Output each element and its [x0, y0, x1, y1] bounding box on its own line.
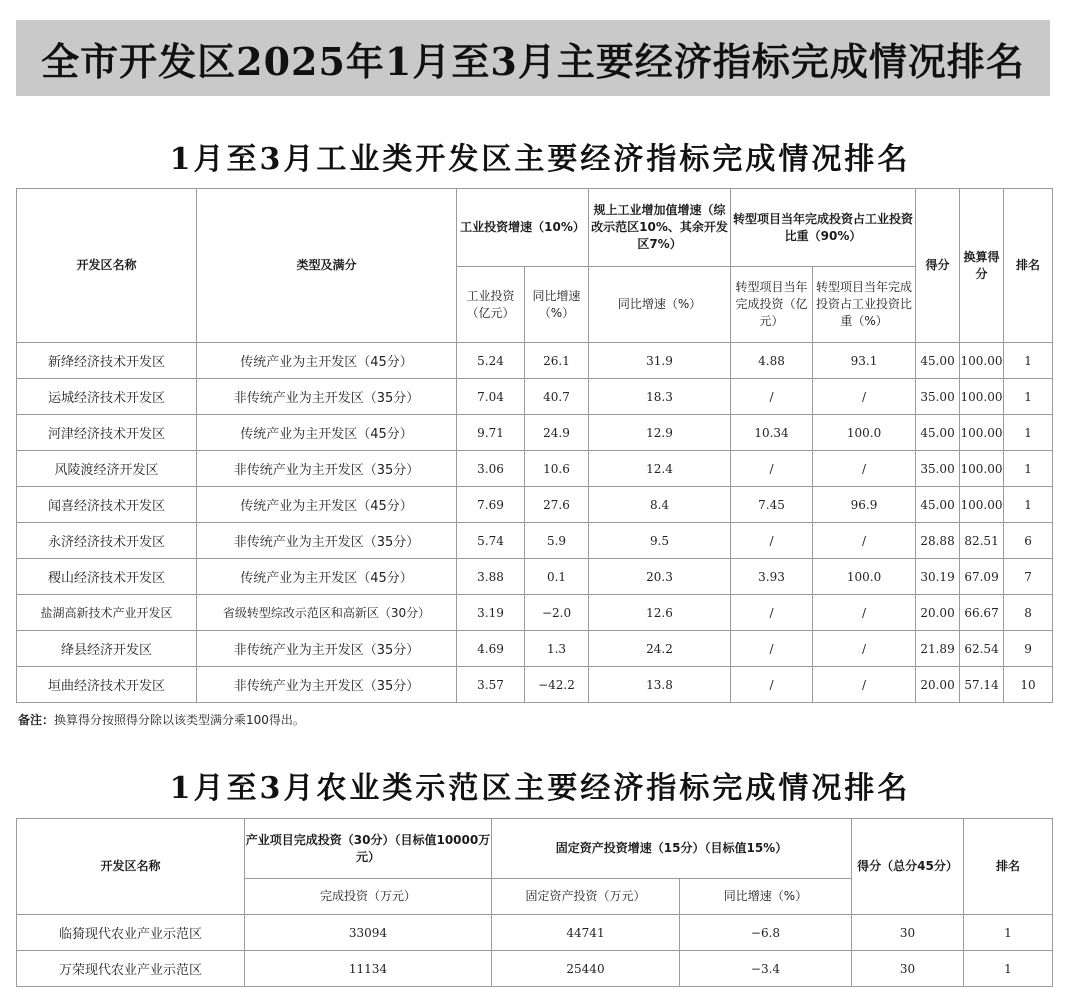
- project-done: 11134: [245, 951, 492, 987]
- score: 45.00: [916, 487, 960, 523]
- rank: 1: [964, 915, 1053, 951]
- rank: 1: [964, 951, 1053, 987]
- value-added-growth: 12.9: [589, 415, 731, 451]
- invest-growth: 24.9: [525, 415, 589, 451]
- invest-amount: 7.69: [457, 487, 525, 523]
- score: 20.00: [916, 667, 960, 703]
- invest-amount: 4.69: [457, 631, 525, 667]
- transform-amount: 4.88: [731, 343, 813, 379]
- value-added-growth: 18.3: [589, 379, 731, 415]
- transform-amount: /: [731, 595, 813, 631]
- score: 30: [852, 951, 964, 987]
- table-row: [17, 379, 1053, 415]
- invest-growth: 27.6: [525, 487, 589, 523]
- main-title-banner: [16, 20, 1050, 96]
- agri-header-score: 得分（总分45分）: [852, 819, 964, 915]
- invest-amount: 5.74: [457, 523, 525, 559]
- invest-growth: −42.2: [525, 667, 589, 703]
- main-title: 全市开发区2025年1月至3月主要经济指标完成情况排名: [41, 38, 1025, 84]
- transform-amount: /: [731, 379, 813, 415]
- score: 45.00: [916, 415, 960, 451]
- invest-growth: 26.1: [525, 343, 589, 379]
- zone-type: 非传统产业为主开发区（35分）: [197, 523, 457, 559]
- zone-name: 河津经济技术开发区: [17, 415, 197, 451]
- agricultural-ranking-table: [16, 818, 1053, 987]
- header-type: 类型及满分: [197, 189, 457, 343]
- invest-growth: 1.3: [525, 631, 589, 667]
- transform-ratio: 96.9: [813, 487, 916, 523]
- zone-type: 非传统产业为主开发区（35分）: [197, 667, 457, 703]
- header-value-added-growth: 同比增速（%）: [589, 267, 731, 343]
- score: 30: [852, 915, 964, 951]
- invest-amount: 7.04: [457, 379, 525, 415]
- converted-score: 100.00: [960, 379, 1004, 415]
- header-value-added-group: 规上工业增加值增速（综改示范区10%、其余开发区7%）: [589, 189, 731, 267]
- rank: 10: [1004, 667, 1053, 703]
- agri-header-project-group: 产业项目完成投资（30分）（目标值10000万元）: [245, 819, 492, 879]
- fixed-growth: −6.8: [680, 915, 852, 951]
- footnote-text: 换算得分按照得分除以该类型满分乘100得出。: [54, 713, 305, 727]
- zone-type: 非传统产业为主开发区（35分）: [197, 631, 457, 667]
- invest-growth: −2.0: [525, 595, 589, 631]
- transform-amount: /: [731, 631, 813, 667]
- fixed-growth: −3.4: [680, 951, 852, 987]
- invest-growth: 5.9: [525, 523, 589, 559]
- converted-score: 62.54: [960, 631, 1004, 667]
- converted-score: 82.51: [960, 523, 1004, 559]
- table-row: [17, 631, 1053, 667]
- invest-growth: 40.7: [525, 379, 589, 415]
- zone-name: 临猗现代农业产业示范区: [17, 915, 245, 951]
- header-transform-group: 转型项目当年完成投资占工业投资比重（90%）: [731, 189, 916, 267]
- agri-header-fixed-group: 固定资产投资增速（15分）（目标值15%）: [492, 819, 852, 879]
- value-added-growth: 24.2: [589, 631, 731, 667]
- invest-growth: 10.6: [525, 451, 589, 487]
- rank: 7: [1004, 559, 1053, 595]
- converted-score: 66.67: [960, 595, 1004, 631]
- value-added-growth: 9.5: [589, 523, 731, 559]
- invest-amount: 3.19: [457, 595, 525, 631]
- table-row: [17, 951, 1053, 987]
- invest-amount: 5.24: [457, 343, 525, 379]
- zone-type: 传统产业为主开发区（45分）: [197, 559, 457, 595]
- transform-ratio: /: [813, 631, 916, 667]
- agri-header-rank: 排名: [964, 819, 1053, 915]
- header-converted-score: 换算得分: [960, 189, 1004, 343]
- converted-score: 57.14: [960, 667, 1004, 703]
- transform-ratio: 100.0: [813, 559, 916, 595]
- zone-type: 省级转型综改示范区和高新区（30分）: [197, 595, 457, 631]
- value-added-growth: 8.4: [589, 487, 731, 523]
- invest-amount: 3.57: [457, 667, 525, 703]
- header-score: 得分: [916, 189, 960, 343]
- transform-amount: 7.45: [731, 487, 813, 523]
- zone-name: 万荣现代农业产业示范区: [17, 951, 245, 987]
- table-row: [17, 343, 1053, 379]
- agri-header-fixed-growth: 同比增速（%）: [680, 879, 852, 915]
- rank: 1: [1004, 379, 1053, 415]
- header-transform-amount: 转型项目当年完成投资（亿元）: [731, 267, 813, 343]
- footnote-label: 备注：: [18, 713, 55, 727]
- rank: 8: [1004, 595, 1053, 631]
- transform-ratio: /: [813, 667, 916, 703]
- fixed-amount: 44741: [492, 915, 680, 951]
- score: 21.89: [916, 631, 960, 667]
- converted-score: 100.00: [960, 343, 1004, 379]
- table-row: [17, 487, 1053, 523]
- score: 28.88: [916, 523, 960, 559]
- zone-name: 运城经济技术开发区: [17, 379, 197, 415]
- value-added-growth: 31.9: [589, 343, 731, 379]
- transform-ratio: /: [813, 595, 916, 631]
- table-row: [17, 667, 1053, 703]
- invest-growth: 0.1: [525, 559, 589, 595]
- industrial-section-title: 1月至3月工业类开发区主要经济指标完成情况排名: [169, 142, 911, 177]
- invest-amount: 9.71: [457, 415, 525, 451]
- invest-amount: 3.88: [457, 559, 525, 595]
- transform-amount: 10.34: [731, 415, 813, 451]
- agri-header-name: 开发区名称: [17, 819, 245, 915]
- industrial-rows: [17, 343, 1053, 703]
- footnote: [18, 711, 305, 728]
- zone-type: 非传统产业为主开发区（35分）: [197, 379, 457, 415]
- transform-ratio: /: [813, 451, 916, 487]
- industrial-ranking-table: [16, 188, 1053, 703]
- transform-ratio: 93.1: [813, 343, 916, 379]
- table-row: [17, 595, 1053, 631]
- rank: 9: [1004, 631, 1053, 667]
- zone-type: 传统产业为主开发区（45分）: [197, 415, 457, 451]
- table-row: [17, 523, 1053, 559]
- rank: 1: [1004, 343, 1053, 379]
- zone-name: 绛县经济开发区: [17, 631, 197, 667]
- table-row: [17, 451, 1053, 487]
- project-done: 33094: [245, 915, 492, 951]
- transform-amount: /: [731, 451, 813, 487]
- value-added-growth: 20.3: [589, 559, 731, 595]
- zone-name: 新绛经济技术开发区: [17, 343, 197, 379]
- score: 35.00: [916, 379, 960, 415]
- converted-score: 100.00: [960, 487, 1004, 523]
- zone-name: 闻喜经济技术开发区: [17, 487, 197, 523]
- zone-type: 非传统产业为主开发区（35分）: [197, 451, 457, 487]
- value-added-growth: 12.6: [589, 595, 731, 631]
- rank: 1: [1004, 451, 1053, 487]
- transform-amount: /: [731, 523, 813, 559]
- agricultural-section-title: 1月至3月农业类示范区主要经济指标完成情况排名: [169, 771, 911, 806]
- header-rank: 排名: [1004, 189, 1053, 343]
- agri-header-project-done: 完成投资（万元）: [245, 879, 492, 915]
- transform-ratio: 100.0: [813, 415, 916, 451]
- header-transform-ratio: 转型项目当年完成投资占工业投资比重（%）: [813, 267, 916, 343]
- transform-amount: 3.93: [731, 559, 813, 595]
- rank: 1: [1004, 415, 1053, 451]
- header-name: 开发区名称: [17, 189, 197, 343]
- value-added-growth: 12.4: [589, 451, 731, 487]
- score: 30.19: [916, 559, 960, 595]
- zone-name: 垣曲经济技术开发区: [17, 667, 197, 703]
- transform-ratio: /: [813, 523, 916, 559]
- transform-amount: /: [731, 667, 813, 703]
- agri-header-fixed-amount: 固定资产投资（万元）: [492, 879, 680, 915]
- zone-name: 风陵渡经济开发区: [17, 451, 197, 487]
- rank: 1: [1004, 487, 1053, 523]
- zone-name: 永济经济技术开发区: [17, 523, 197, 559]
- table-row: [17, 559, 1053, 595]
- score: 45.00: [916, 343, 960, 379]
- agricultural-rows: [17, 915, 1053, 987]
- header-invest-growth: 同比增速（%）: [525, 267, 589, 343]
- transform-ratio: /: [813, 379, 916, 415]
- header-invest-amount: 工业投资（亿元）: [457, 267, 525, 343]
- header-invest-group: 工业投资增速（10%）: [457, 189, 589, 267]
- table-row: [17, 415, 1053, 451]
- zone-type: 传统产业为主开发区（45分）: [197, 343, 457, 379]
- score: 20.00: [916, 595, 960, 631]
- zone-name: 盐湖高新技术产业开发区: [17, 595, 197, 631]
- converted-score: 100.00: [960, 415, 1004, 451]
- fixed-amount: 25440: [492, 951, 680, 987]
- value-added-growth: 13.8: [589, 667, 731, 703]
- zone-type: 传统产业为主开发区（45分）: [197, 487, 457, 523]
- converted-score: 100.00: [960, 451, 1004, 487]
- score: 35.00: [916, 451, 960, 487]
- rank: 6: [1004, 523, 1053, 559]
- converted-score: 67.09: [960, 559, 1004, 595]
- invest-amount: 3.06: [457, 451, 525, 487]
- zone-name: 稷山经济技术开发区: [17, 559, 197, 595]
- table-row: [17, 915, 1053, 951]
